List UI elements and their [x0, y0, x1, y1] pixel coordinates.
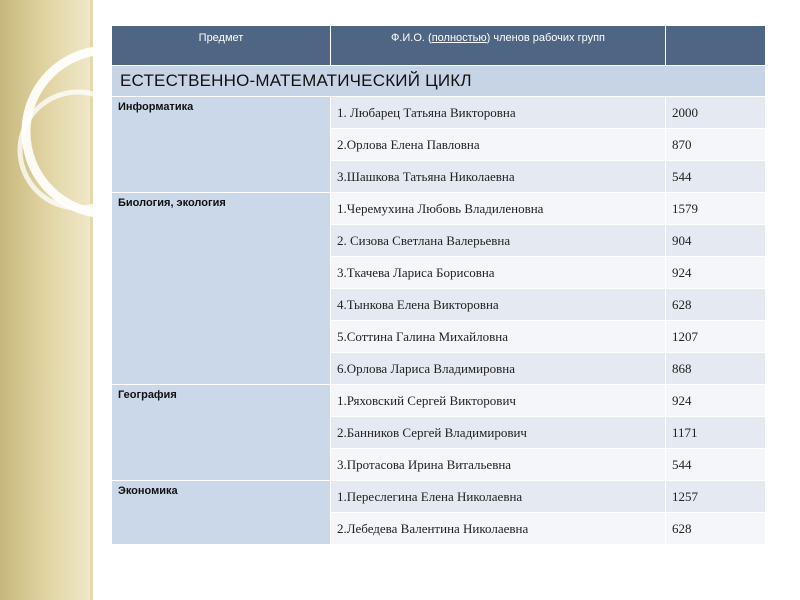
table-header-row — [112, 26, 766, 66]
member-score-cell: 924 — [666, 257, 766, 289]
member-score-cell: 1207 — [666, 321, 766, 353]
member-score-cell: 628 — [666, 289, 766, 321]
member-score-cell: 1171 — [666, 417, 766, 449]
member-score-cell: 544 — [666, 161, 766, 193]
fio-underlined: полностью — [431, 32, 487, 44]
member-name-cell: 2.Лебедева Валентина Николаевна — [331, 513, 666, 545]
table-row — [112, 385, 766, 417]
working-groups-table — [111, 25, 766, 545]
section-row — [112, 66, 766, 97]
table-row — [112, 481, 766, 513]
table-row — [112, 97, 766, 129]
member-score-cell: 870 — [666, 129, 766, 161]
member-score-cell: 1257 — [666, 481, 766, 513]
column-header-score — [666, 26, 766, 66]
subject-cell: Информатика — [112, 97, 331, 193]
member-name-cell: 1. Любарец Татьяна Викторовна — [331, 97, 666, 129]
member-score-cell: 1579 — [666, 193, 766, 225]
member-score-cell: 2000 — [666, 97, 766, 129]
member-name-cell: 6.Орлова Лариса Владимировна — [331, 353, 666, 385]
member-score-cell: 628 — [666, 513, 766, 545]
member-name-cell: 1.Черемухина Любовь Владиленовна — [331, 193, 666, 225]
member-name-cell: 3.Ткачева Лариса Борисовна — [331, 257, 666, 289]
member-name-cell: 2.Банников Сергей Владимирович — [331, 417, 666, 449]
subject-cell: География — [112, 385, 331, 481]
member-score-cell: 904 — [666, 225, 766, 257]
member-name-cell: 1.Переслегина Елена Николаевна — [331, 481, 666, 513]
member-name-cell: 2.Орлова Елена Павловна — [331, 129, 666, 161]
member-name-cell: 3.Протасова Ирина Витальевна — [331, 449, 666, 481]
member-name-cell: 1.Ряховский Сергей Викторович — [331, 385, 666, 417]
subject-cell: Экономика — [112, 481, 331, 545]
member-score-cell: 924 — [666, 385, 766, 417]
fio-suffix: ) членов рабочих групп — [486, 32, 606, 44]
member-score-cell: 544 — [666, 449, 766, 481]
column-header-subject: Предмет — [112, 26, 331, 66]
member-score-cell: 868 — [666, 353, 766, 385]
section-title: ЕСТЕСТВЕННО-МАТЕМАТИЧЕСКИЙ ЦИКЛ — [112, 66, 766, 97]
member-name-cell: 5.Соттина Галина Михайловна — [331, 321, 666, 353]
subject-cell: Биология, экология — [112, 193, 331, 385]
column-header-fio — [331, 26, 666, 66]
table-row — [112, 193, 766, 225]
member-name-cell: 4.Тынкова Елена Викторовна — [331, 289, 666, 321]
fio-prefix: Ф.И.О. ( — [390, 32, 432, 44]
member-name-cell: 3.Шашкова Татьяна Николаевна — [331, 161, 666, 193]
member-name-cell: 2. Сизова Светлана Валерьевна — [331, 225, 666, 257]
